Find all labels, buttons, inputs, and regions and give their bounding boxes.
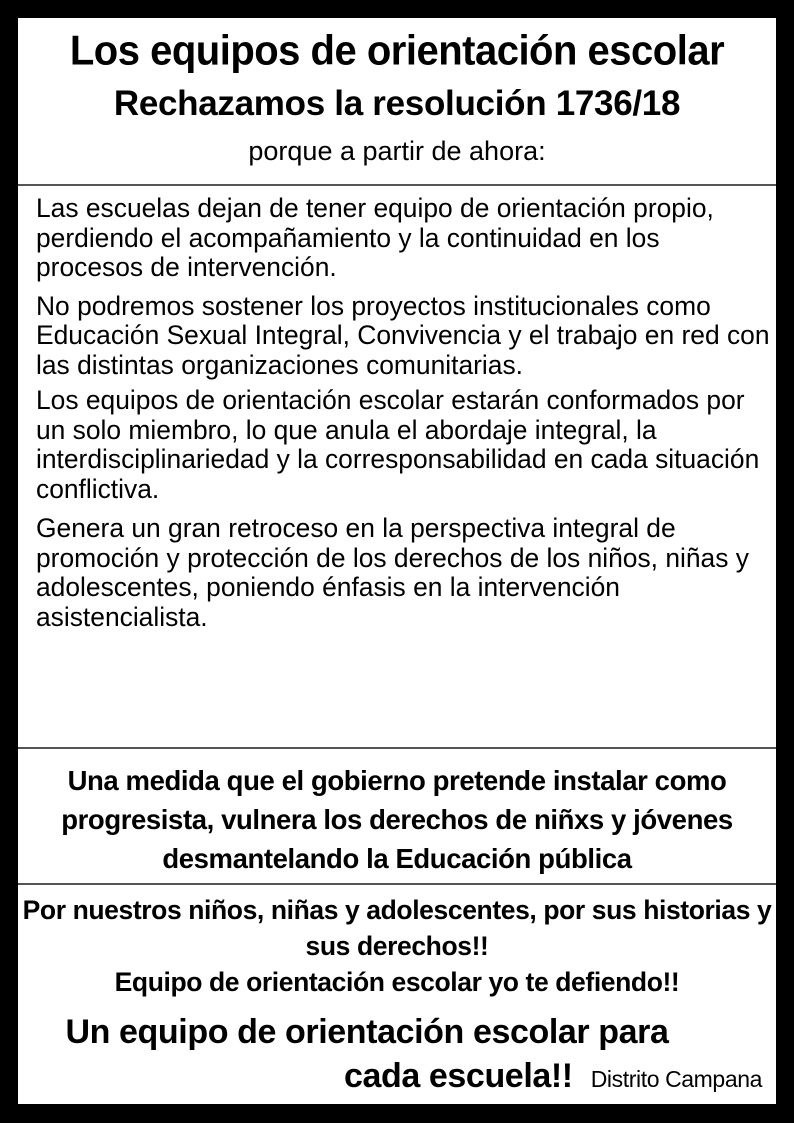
page-title: Los equipos de orientación escolar — [69, 27, 725, 75]
divider — [18, 184, 776, 186]
point-paragraph: No podremos sostener los proyectos institucionales como Educación Sexual Integral, Convivencia y el trabajo en red con las distintas organizaciones comunitarias. — [36, 290, 770, 380]
footer — [18, 892, 776, 1101]
point-paragraph: Las escuelas dejan de tener equipo de orientación propio, perdiendo el acompañamiento y la continuidad en los procesos de intervención. — [36, 193, 714, 282]
footer-slogan-end — [18, 1054, 776, 1101]
footer-slogan: Un equipo de orientación escolar para — [65, 1013, 669, 1051]
footer-line: Equipo de orientación escolar yo te defiendo!! — [114, 967, 680, 997]
points-list — [36, 194, 771, 632]
divider — [18, 883, 776, 885]
footer-slogan-tail: cada escuela!! — [343, 1057, 573, 1095]
divider — [18, 747, 776, 749]
intro-text: porque a partir de ahora: — [248, 136, 546, 166]
statement: Una medida que el gobierno pretende instalar como progresista, vulnera los derechos de niñxs y jóvenes desmantelando la Educación pública — [61, 765, 733, 874]
header — [18, 18, 776, 184]
point-paragraph: Genera un gran retroceso en la perspectiva integral de promoción y protección de los derechos de los niños, niñas y adolescentes, poniendo énfasis en la intervención asistencialista. — [36, 513, 749, 632]
footer-line: Por nuestros niños, niñas y adolescentes, por sus historias y sus derechos!! — [22, 895, 772, 961]
signature: Distrito Campana — [590, 1066, 762, 1092]
flyer — [18, 18, 776, 1104]
subtitle: Rechazamos la resolución 1736/18 — [113, 84, 681, 123]
point-paragraph: Los equipos de orientación escolar estarán conformados por un solo miembro, lo que anula el abordaje integral, la interdisciplinariedad y la corresponsabilidad en cada situación conflictiva. — [36, 385, 760, 504]
